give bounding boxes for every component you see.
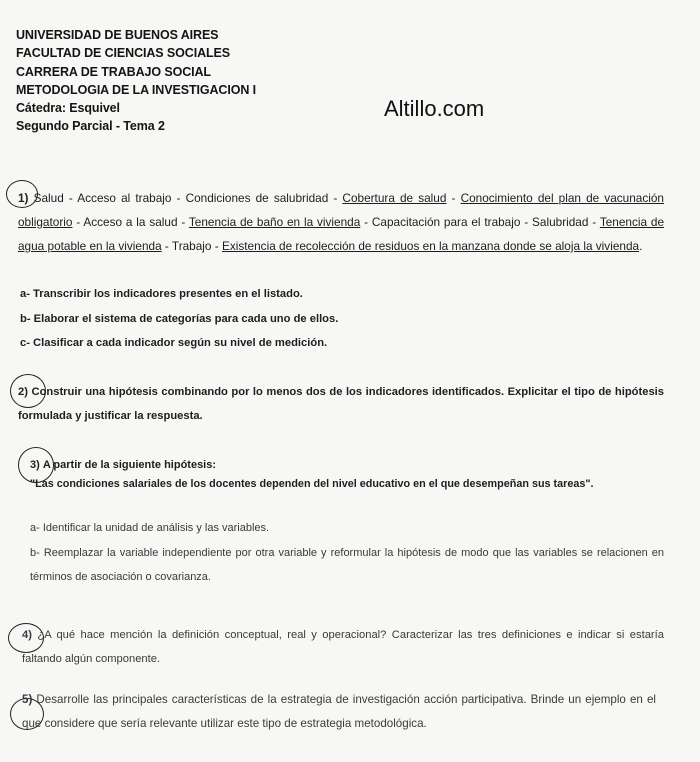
question-1 — [18, 186, 664, 258]
q1-underlined-indicator: Conocimiento del plan de vacunación obligatorio — [18, 191, 664, 229]
q1-text-segment: - Capacitación para el trabajo - Salubridad - — [360, 215, 600, 229]
q4-text: ¿A qué hace mención la definición conceptual, real y operacional? Caracterizar las tres definiciones e indicar si estaría faltando algún componente. — [22, 629, 664, 665]
q1-underlined-indicator: Tenencia de agua potable en la vivienda — [18, 215, 665, 253]
q1-item-a: a- Transcribir los indicadores presentes en el listado. — [20, 288, 303, 300]
q1-number: 1) — [18, 191, 29, 205]
question-4 — [22, 623, 664, 671]
q1-underlined-indicator: Cobertura de salud — [342, 191, 447, 205]
header-faculty: FACULTAD DE CIENCIAS SOCIALES — [16, 46, 231, 61]
header-university: UNIVERSIDAD DE BUENOS AIRES — [16, 28, 219, 42]
q1-underlined-indicator: Existencia de recolección de residuos en la manzana donde se aloja la vivienda — [221, 239, 640, 253]
q5-text: Desarrolle las principales características de la estrategia de investigación acción participativa. Brinde un ejemplo en el que considere que sería relevante utilizar este tipo de estrategia metodológica. — [22, 693, 656, 730]
q1-text — [18, 191, 664, 253]
q3-item-b: b- Reemplazar la variable independiente por otra variable y reformular la hipótesis de modo que las variables se relacionen en términos de asociación o covarianza. — [30, 547, 664, 583]
q3-item-a: a- Identificar la unidad de análisis y las variables. — [30, 522, 270, 534]
q4-number: 4) — [22, 629, 32, 641]
question-2 — [18, 380, 664, 428]
q3-number: 3) — [30, 459, 40, 471]
q1-text-segment: - — [446, 191, 461, 205]
q1-text-segment: - Acceso a la salud - — [72, 215, 189, 229]
q3-intro: A partir de la siguiente hipótesis: — [42, 459, 217, 471]
header-course: METODOLOGIA DE LA INVESTIGACION I — [16, 82, 256, 97]
q1-text-segment: - Trabajo - — [161, 239, 222, 253]
header-chair: Cátedra: Esquivel — [16, 101, 120, 116]
q3-hypothesis: "Las condiciones salariales de los docentes dependen del nivel educativo en el que desempeñan sus tareas". — [30, 478, 594, 490]
question-5 — [22, 688, 656, 736]
q1-item-b: b- Elaborar el sistema de categorías para cada uno de ellos. — [20, 313, 339, 325]
q1-underlined-indicator: Tenencia de baño en la vivienda — [188, 215, 361, 229]
q2-number: 2) — [18, 386, 28, 398]
q1-text-segment: Salud - Acceso al trabajo - Condiciones de salubridad - — [33, 191, 343, 205]
q5-number: 5) — [22, 693, 33, 706]
document-header — [16, 26, 256, 136]
q1-text-segment: . — [639, 239, 643, 253]
header-exam: Segundo Parcial - Tema 2 — [16, 119, 165, 134]
header-career: CARRERA DE TRABAJO SOCIAL — [16, 64, 211, 79]
q1-item-c: c- Clasificar a cada indicador según su nivel de medición. — [20, 337, 328, 349]
watermark: Altillo.com — [384, 96, 485, 121]
q2-text: Construir una hipótesis combinando por lo menos dos de los indicadores identificados. Explicitar el tipo de hipótesis formulada y justificar la respuesta. — [18, 386, 664, 422]
